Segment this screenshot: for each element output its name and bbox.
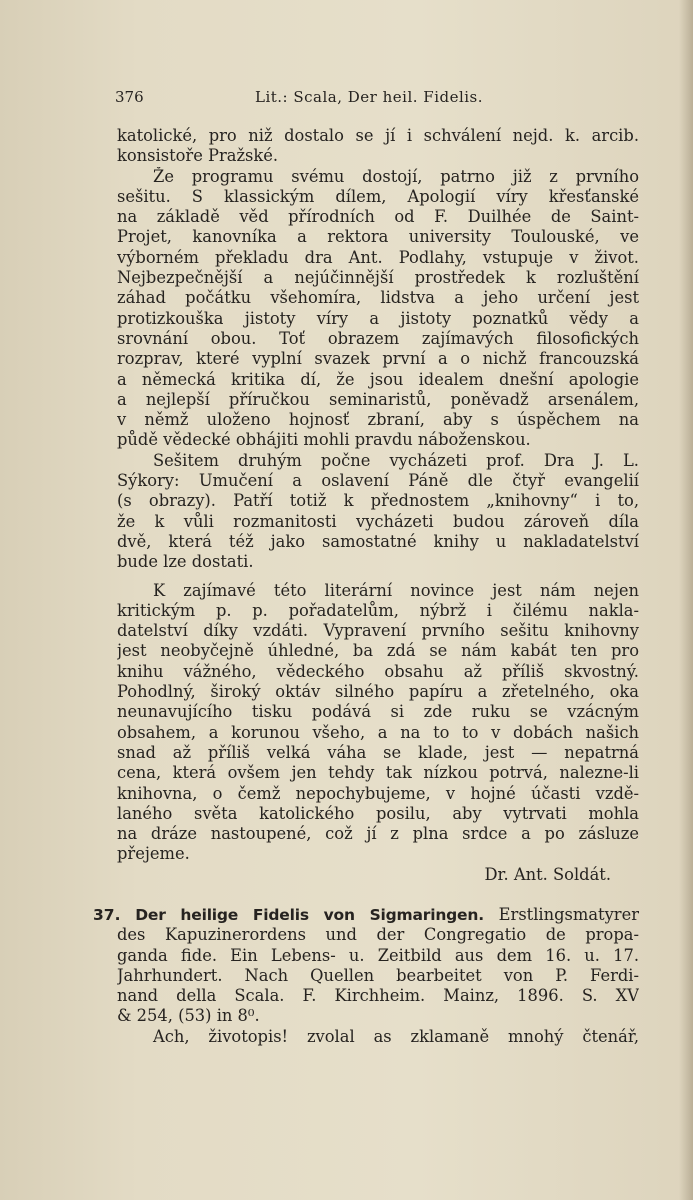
- text-line: bude lze dostati.: [117, 552, 254, 572]
- text-line: dvě, která též jako samostatné knihy u nakladatelství: [117, 531, 639, 551]
- page-body: [93, 126, 639, 1047]
- text-line: na dráze nastoupené, což jí z plna srdce a po zásluze: [117, 824, 639, 844]
- text-line: Že programu svému dostojí, patrno již z prvního: [153, 166, 639, 186]
- text-line: protizkouška jistoty víry a jistoty poznatků vědy a: [117, 308, 639, 328]
- text-line: v němž uloženo hojnosť zbraní, aby s úspěchem na: [117, 410, 639, 430]
- text-line: Sešitem druhým počne vycházeti prof. Dra J. L.: [153, 450, 639, 470]
- text-line: neunavujícího tisku podává si zde ruku se vzácným: [117, 702, 639, 722]
- text-line: (s obrazy). Patří totiž k přednostem „knihovny“ i to,: [117, 491, 639, 511]
- text-line: a nejlepší příručkou seminaristů, poněvadž arsenálem,: [117, 389, 639, 409]
- text-line: jest neobyčejně úhledné, ba zdá se nám kabát ten pro: [117, 641, 639, 661]
- text-line: & 254, (53) in 8⁰.: [117, 1006, 260, 1026]
- text-line: na základě věd přírodních od F. Duilhée de Saint-: [117, 207, 639, 227]
- text-line: obsahem, a korunou všeho, a na to to v dobách našich: [117, 722, 639, 742]
- page-edge-shadow: [679, 0, 693, 1200]
- text-line: des Kapuzinerordens und der Congregatio de propa-: [117, 925, 639, 945]
- text-line: K zajímavé této literární novince jest nám nejen: [153, 580, 639, 600]
- text-line: snad až příliš velká váha se klade, jest — nepatrná: [117, 742, 639, 762]
- text-line: Ach, životopis! zvolal as zklamaně mnohý čtenář,: [153, 1026, 639, 1046]
- text-line: rozprav, které vyplní svazek první a o nichž francouzská: [117, 349, 639, 369]
- text-line: sešitu. S klassickým dílem, Apologií víry křesťanské: [117, 186, 639, 206]
- text-line: Nejbezpečnější a nejúčinnější prostředek k rozluštění: [117, 268, 639, 288]
- text-line: že k vůli rozmanitosti vycházeti budou zároveň díla: [117, 511, 639, 531]
- text-line: datelství díky vzdáti. Vypravení prvního sešitu knihovny: [117, 621, 639, 641]
- text-line: Sýkory: Umučení a oslavení Páně dle čtyř evangelií: [117, 471, 639, 491]
- text-line: a německá kritika dí, že jsou idealem dnešní apologie: [117, 369, 639, 389]
- text-line: knihovna, o čemž nepochybujeme, v hojné účasti vzdě-: [117, 783, 639, 803]
- review-text: [117, 126, 639, 885]
- page-header: [115, 88, 635, 112]
- text-line: knihu vážného, vědeckého obsahu až příliš skvostný.: [117, 661, 639, 681]
- text-line: laného světa katolického posilu, aby vytrvati mohla: [117, 803, 639, 823]
- text-line: konsistoře Pražské.: [117, 146, 279, 166]
- running-title: Lit.: Scala, Der heil. Fidelis.: [255, 88, 484, 106]
- text-line: záhad počátku všehomíra, lidstva a jeho určení jest: [117, 288, 639, 308]
- entry-37: [93, 904, 639, 1047]
- text-line: srovnání obou. Toť obrazem zajímavých filosofických: [117, 328, 639, 348]
- text-line: cena, která ovšem jen tehdy tak nízkou potrvá, nalezne-li: [117, 763, 639, 783]
- text-line: ganda fide. Ein Lebens- u. Zeitbild aus dem 16. u. 17.: [117, 945, 639, 965]
- text-line: katolické, pro niž dostalo se jí i schválení nejd. k. arcib.: [117, 126, 639, 145]
- entry-heading-line: [93, 905, 639, 925]
- entry-title: Der heilige Fidelis von Sigmaringen.: [135, 905, 484, 924]
- text-line: nand della Scala. F. Kirchheim. Mainz, 1896. S. XV: [117, 986, 639, 1006]
- text-line: Jahrhundert. Nach Quellen bearbeitet von P. Ferdi-: [117, 965, 639, 985]
- page-number: 376: [115, 88, 144, 106]
- text-line: Projet, kanovníka a rektora university Toulouské, ve: [117, 227, 639, 247]
- review-signature: Dr. Ant. Soldát.: [484, 864, 611, 884]
- text-line: kritickým p. p. pořadatelům, nýbrž i čilému nakla-: [117, 600, 639, 620]
- text-line: výborném překladu dra Ant. Podlahy, vstupuje v život.: [117, 247, 639, 267]
- text-line: Pohodlný, široký oktáv silného papíru a zřetelného, oka: [117, 682, 639, 702]
- text-line: přejeme.: [117, 844, 190, 864]
- entry-title-continuation: Erstlingsmatyrer: [498, 904, 639, 924]
- text-line: půdě vědecké obhájiti mohli pravdu náboženskou.: [117, 430, 531, 450]
- entry-number: 37.: [93, 905, 121, 924]
